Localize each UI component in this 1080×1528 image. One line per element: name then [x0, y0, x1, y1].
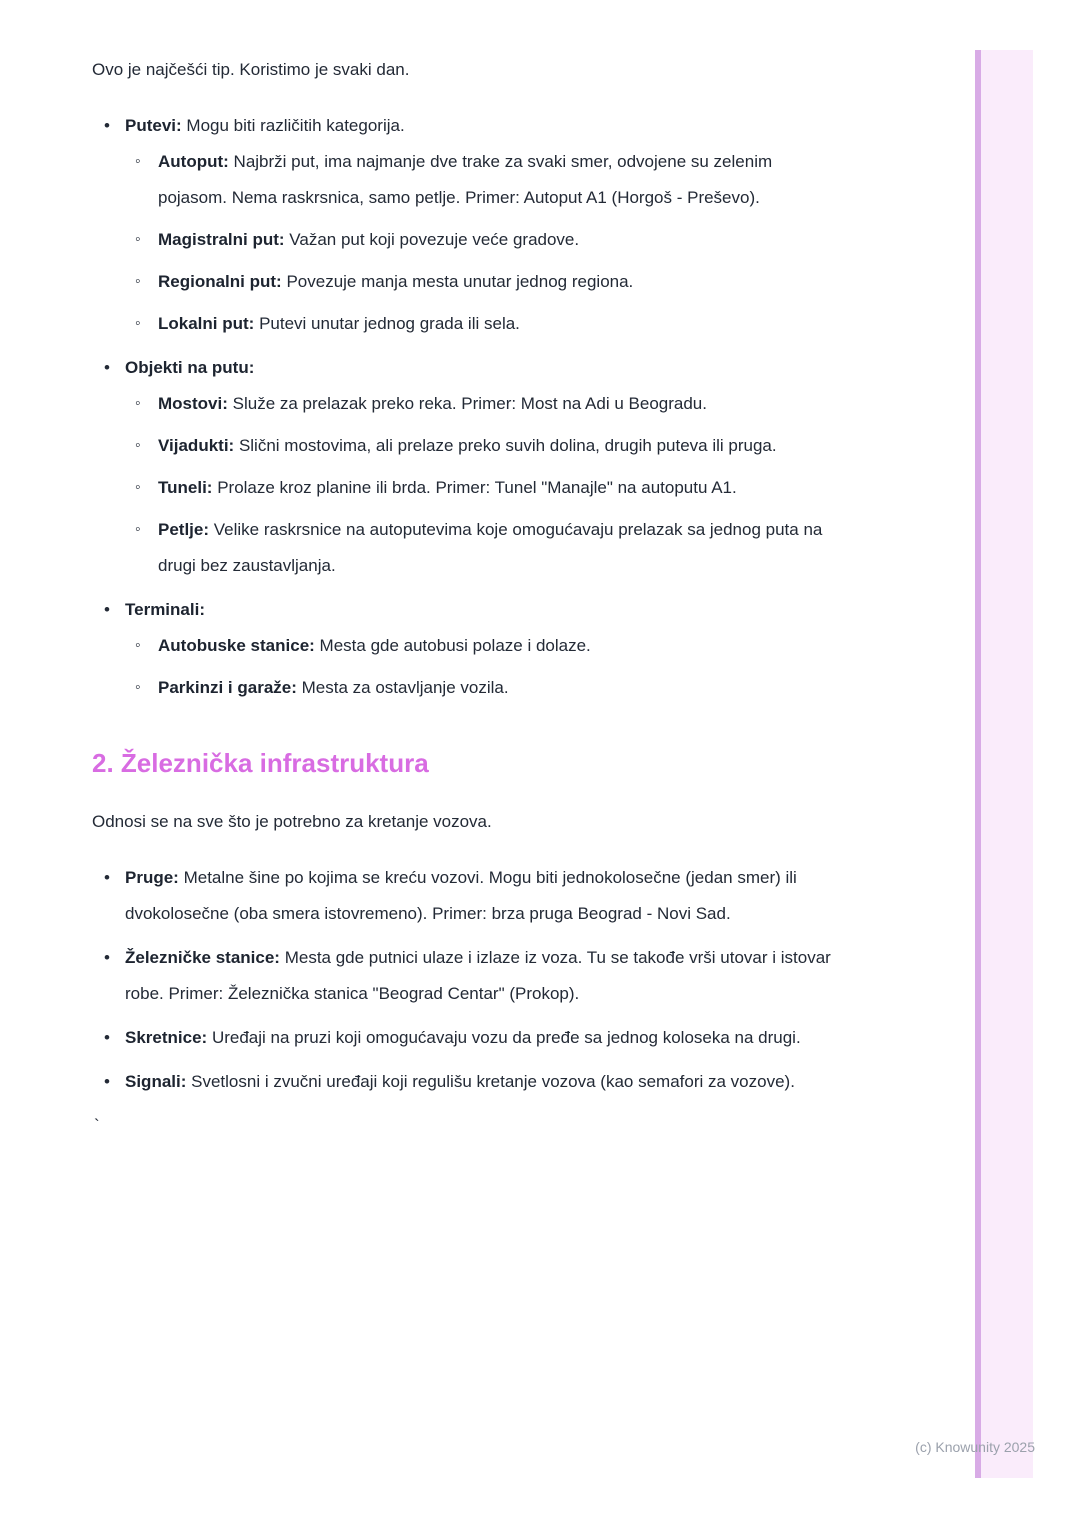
item-text: Mesta gde autobusi polaze i dolaze.	[319, 636, 591, 655]
item-text: Služe za prelazak preko reka. Primer: Most na Adi u Beogradu.	[232, 394, 707, 413]
item-text: Metalne šine po kojima se kreću vozovi. Mogu biti jednokolosečne (jedan smer) ili dvokolosečne (oba smera istovremeno). Primer: brza pruga Beograd - Novi Sad.	[125, 868, 797, 923]
item-label: Skretnice:	[125, 1028, 208, 1047]
sub-item-tuneli	[125, 470, 837, 506]
item-label: Magistralni put:	[158, 230, 285, 249]
sub-item-petlje	[125, 512, 837, 584]
putevi-sublist	[125, 144, 837, 342]
list-item-pruge	[92, 860, 837, 932]
list-item-objekti-na-putu	[92, 350, 837, 584]
item-text: Svetlosni i zvučni uređaji koji regulišu kretanje vozova (kao semafori za vozove).	[191, 1072, 795, 1091]
list-item-skretnice	[92, 1020, 837, 1056]
stray-backtick-character: `	[94, 1116, 100, 1135]
road-infrastructure-list	[92, 108, 837, 706]
item-label: Pruge:	[125, 868, 179, 887]
item-label: Železničke stanice:	[125, 948, 280, 967]
item-label: Autobuske stanice:	[158, 636, 315, 655]
item-text: Velike raskrsnice na autoputevima koje omogućavaju prelazak sa jednog puta na drugi bez zaustavljanja.	[158, 520, 823, 575]
item-text: Prolaze kroz planine ili brda. Primer: Tunel "Manajle" na autoputu A1.	[217, 478, 737, 497]
item-text: Uređaji na pruzi koji omogućavaju vozu da pređe sa jednog koloseka na drugi.	[211, 1028, 801, 1047]
item-text: Povezuje manja mesta unutar jednog regiona.	[286, 272, 634, 291]
item-label: Petlje:	[158, 520, 210, 539]
sub-item-autobuske-stanice	[125, 628, 837, 664]
terminali-sublist	[125, 628, 837, 706]
copyright-footer: (c) Knowunity 2025	[915, 1439, 1035, 1455]
sub-item-autoput	[125, 144, 837, 216]
sub-item-magistralni-put	[125, 222, 837, 258]
sub-item-lokalni-put	[125, 306, 837, 342]
item-label: Parkinzi i garaže:	[158, 678, 297, 697]
item-text: Mogu biti različitih kategorija.	[186, 116, 405, 135]
sub-item-regionalni-put	[125, 264, 837, 300]
sub-item-vijadukti	[125, 428, 837, 464]
item-text: Važan put koji povezuje veće gradove.	[289, 230, 580, 249]
section-2-heading: 2. Železnička infrastruktura	[92, 748, 429, 778]
item-label: Objekti na putu:	[125, 358, 255, 377]
item-label: Regionalni put:	[158, 272, 282, 291]
item-text: Najbrži put, ima najmanje dve trake za svaki smer, odvojene su zelenim pojasom. Nema raskrsnica, samo petlje. Primer: Autoput A1 (Horgoš - Preševo).	[158, 152, 773, 207]
item-label: Autoput:	[158, 152, 229, 171]
railway-infrastructure-list	[92, 860, 837, 1100]
item-text: Mesta za ostavljanje vozila.	[301, 678, 509, 697]
document-content	[92, 52, 837, 1136]
item-text: Mesta gde putnici ulaze i izlaze iz voza. Tu se takođe vrši utovar i istovar robe. Primer: Železnička stanica "Beograd Centar" (Prokop).	[125, 948, 831, 1003]
item-text: Putevi unutar jednog grada ili sela.	[259, 314, 520, 333]
item-label: Vijadukti:	[158, 436, 235, 455]
intro-paragraph: Ovo je najčešći tip. Koristimo je svaki dan.	[92, 60, 410, 79]
right-accent-bar	[975, 50, 1033, 1478]
sub-item-mostovi	[125, 386, 837, 422]
sub-item-parkinzi-i-garaze	[125, 670, 837, 706]
item-label: Lokalni put:	[158, 314, 255, 333]
list-item-zeleznicke-stanice	[92, 940, 837, 1012]
list-item-signali	[92, 1064, 837, 1100]
item-label: Terminali:	[125, 600, 205, 619]
item-label: Signali:	[125, 1072, 187, 1091]
item-label: Mostovi:	[158, 394, 228, 413]
objekti-sublist	[125, 386, 837, 584]
item-label: Putevi:	[125, 116, 182, 135]
list-item-putevi	[92, 108, 837, 342]
item-text: Slični mostovima, ali prelaze preko suvih dolina, drugih puteva ili pruga.	[238, 436, 777, 455]
section-2-intro: Odnosi se na sve što je potrebno za kretanje vozova.	[92, 812, 492, 831]
item-label: Tuneli:	[158, 478, 213, 497]
list-item-terminali	[92, 592, 837, 706]
